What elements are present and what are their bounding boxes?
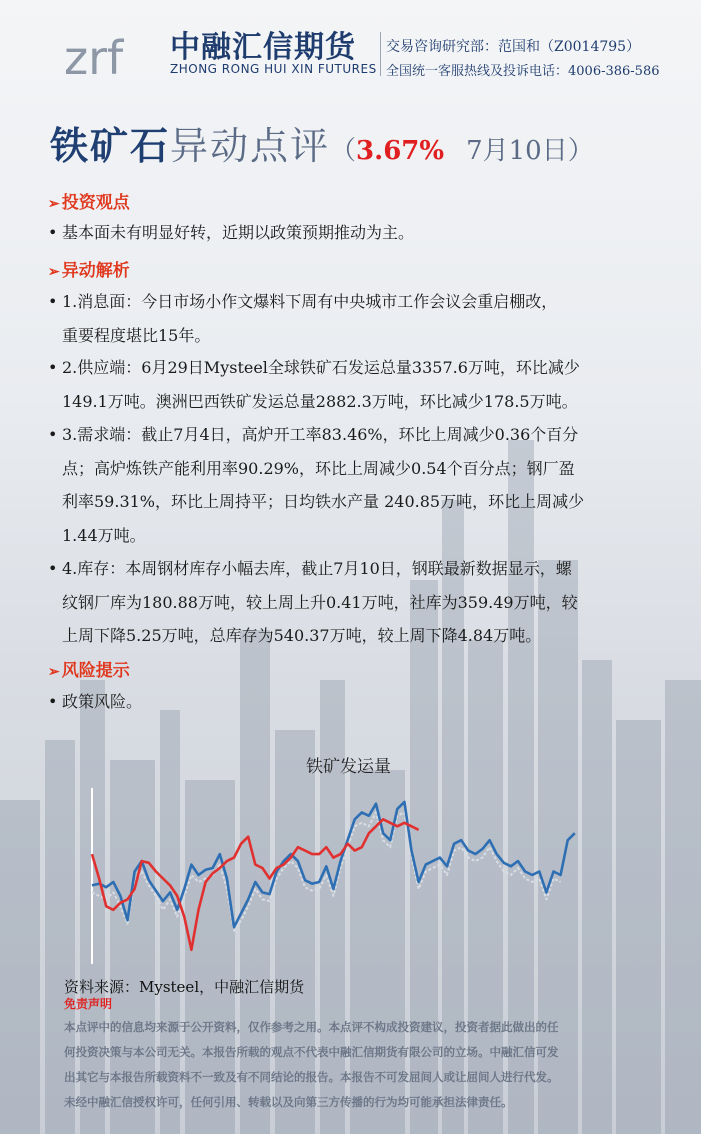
bullet-line: 4.库存：本周钢材库存小幅去库，截止7月10日，钢联最新数据显示，螺 [62, 559, 572, 578]
bullet-dot: • [48, 358, 58, 377]
bullet-line: 1.44万吨。 [62, 525, 146, 545]
disclaimer-title: 免责声明 [64, 997, 113, 1011]
arrow-icon: ➢ [48, 196, 60, 212]
bullet-view [48, 216, 668, 250]
logo-letters: zrf [64, 31, 124, 80]
series-line-2 [92, 812, 561, 930]
section-analysis-label: 异动解析 [61, 261, 130, 281]
section-risk [48, 656, 130, 681]
chart-title: 铁矿发运量 [306, 757, 391, 777]
title-commodity: 铁矿石 [50, 123, 171, 168]
title-paren: （ [330, 136, 357, 166]
title-date: 7月10日） [466, 136, 594, 166]
bullet-line: 2.供应端：6月29日Mysteel全球铁矿石发运总量3357.6万吨，环比减少 [62, 358, 580, 377]
bullet-dot: • [48, 425, 58, 444]
section-view [48, 188, 130, 213]
bullet-line: 利率59.31%，环比上周持平；日均铁水产量 240.85万吨，环比上周减少 [62, 492, 585, 511]
disclaimer-line: 何投资决策与本公司无关。本报告所载的观点不代表中融汇信期货有限公司的立场。中融汇信可发 [64, 1045, 559, 1059]
header-divider [380, 32, 381, 76]
bullet-demand [48, 418, 668, 552]
bullet-dot: • [48, 692, 58, 711]
bullet-line: 重要程度堪比15年。 [62, 325, 211, 345]
section-analysis [48, 256, 130, 281]
company-name-en: ZHONG RONG HUI XIN FUTURES [170, 62, 377, 76]
bullet-line: 上周下降5.25万吨，总库存为540.37万吨，较上周下降4.84万吨。 [62, 626, 542, 645]
header [0, 0, 701, 95]
title-type: 异动点评 [170, 124, 331, 168]
company-logo [64, 12, 160, 80]
page-title [50, 115, 594, 170]
section-view-label: 投资观点 [61, 193, 130, 213]
bullet-line: 3.需求端：截止7月4日，高炉开工率83.46%，环比上周减少0.36个百分 [62, 425, 579, 444]
bullet-line: 点；高炉炼铁产能利用率90.29%，环比上周减少0.54个百分点；钢厂盈 [62, 458, 575, 478]
bullet-inventory [48, 552, 668, 653]
bullet-dot: • [48, 223, 58, 242]
disclaimer-line: 本点评中的信息均来源于公开资料，仅作参考之用。本点评不构成投资建议，投资者据此做出的任 [64, 1020, 559, 1034]
bullet-supply [48, 351, 668, 418]
bullet-text: 基本面未有明显好转，近期以政策预期推动为主。 [62, 223, 415, 242]
arrow-icon: ➢ [48, 664, 60, 680]
contact-analyst: 交易咨询研究部：范国和（Z0014795） [386, 39, 641, 55]
bullet-text: 政策风险。 [62, 692, 143, 711]
bullet-dot: • [48, 559, 58, 578]
bullet-line: 纹钢厂库为180.88万吨，较上周上升0.41万吨，社库为359.49万吨，较 [62, 592, 578, 612]
bullet-news [48, 285, 668, 352]
contact-hotline: 全国统一客服热线及投诉电话：4006-386-586 [386, 64, 660, 79]
disclaimer-line: 出其它与本报告所载资料不一致及有不同结论的报告。本报告不可发屈间人或让屈间人进行代发。 [64, 1070, 559, 1084]
bullet-line: 149.1万吨。澳洲巴西铁矿发运总量2882.3万吨，环比减少178.5万吨。 [62, 391, 578, 411]
bullet-dot: • [48, 292, 58, 311]
bullet-line: 1.消息面：今日市场小作文爆料下周有中央城市工作会议会重启棚改， [62, 292, 558, 311]
chart-source: 资料来源：Mysteel，中融汇信期货 [64, 978, 305, 996]
shipment-line-chart [80, 780, 600, 970]
company-name-cn: 中融汇信期货 [170, 30, 356, 65]
arrow-icon: ➢ [48, 264, 60, 280]
title-change: 3.67% [356, 136, 445, 166]
bullet-risk [48, 685, 668, 719]
disclaimer-line: 未经中融汇信授权许可，任何引用、转载以及向第三方传播的行为均可能承担法律责任。 [64, 1095, 513, 1109]
section-risk-label: 风险提示 [61, 661, 130, 681]
